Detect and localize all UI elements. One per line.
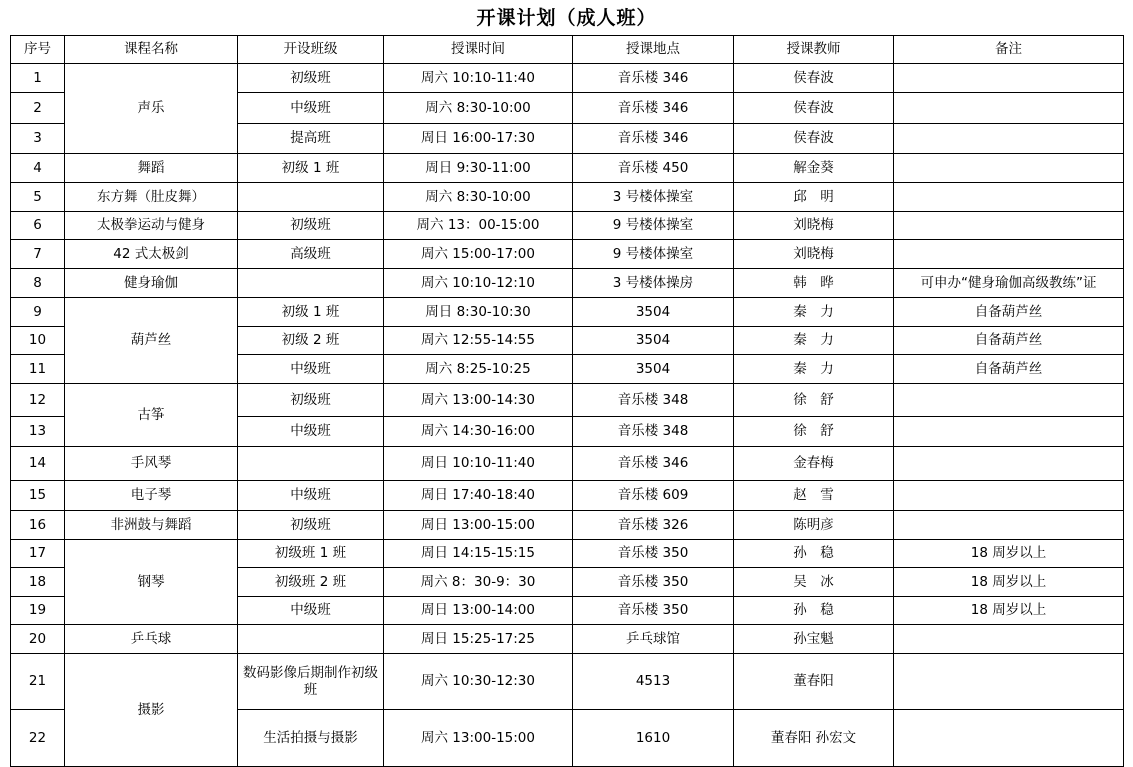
row-no: 22 bbox=[11, 710, 65, 767]
teacher: 孙 稳 bbox=[734, 540, 894, 568]
class-place: 音乐楼 350 bbox=[573, 540, 734, 568]
note bbox=[894, 64, 1124, 93]
table-row bbox=[11, 384, 1124, 417]
col-header-note: 备注 bbox=[894, 36, 1124, 64]
note bbox=[894, 154, 1124, 183]
course-name: 电子琴 bbox=[65, 481, 238, 511]
note bbox=[894, 417, 1124, 447]
header-row bbox=[11, 36, 1124, 64]
row-no: 6 bbox=[11, 212, 65, 240]
col-header-place: 授课地点 bbox=[573, 36, 734, 64]
class-time: 周日 9:30-11:00 bbox=[384, 154, 573, 183]
teacher: 陈明彦 bbox=[734, 511, 894, 540]
class-time: 周六 8:30-10:00 bbox=[384, 183, 573, 212]
table-row bbox=[11, 64, 1124, 93]
class-time: 周日 10:10-11:40 bbox=[384, 447, 573, 481]
class-level: 中级班 bbox=[238, 417, 384, 447]
table-row bbox=[11, 212, 1124, 240]
note: 18 周岁以上 bbox=[894, 597, 1124, 625]
class-place: 9 号楼体操室 bbox=[573, 240, 734, 269]
teacher: 刘晓梅 bbox=[734, 240, 894, 269]
class-place: 3 号楼体操房 bbox=[573, 269, 734, 298]
class-time: 周日 8:30-10:30 bbox=[384, 298, 573, 327]
class-time: 周六 13:00-15:00 bbox=[384, 710, 573, 767]
teacher: 孙 稳 bbox=[734, 597, 894, 625]
class-place: 音乐楼 346 bbox=[573, 447, 734, 481]
note bbox=[894, 481, 1124, 511]
note bbox=[894, 384, 1124, 417]
class-place: 音乐楼 609 bbox=[573, 481, 734, 511]
class-time: 周六 8:30-10:00 bbox=[384, 93, 573, 124]
table-row bbox=[11, 183, 1124, 212]
col-header-no: 序号 bbox=[11, 36, 65, 64]
table-row bbox=[11, 240, 1124, 269]
table-row bbox=[11, 154, 1124, 183]
teacher: 侯春波 bbox=[734, 124, 894, 154]
course-name: 乒乓球 bbox=[65, 625, 238, 654]
teacher: 董春阳 bbox=[734, 654, 894, 710]
note: 自备葫芦丝 bbox=[894, 355, 1124, 384]
course-name: 太极拳运动与健身 bbox=[65, 212, 238, 240]
teacher: 刘晓梅 bbox=[734, 212, 894, 240]
col-header-time: 授课时间 bbox=[384, 36, 573, 64]
note bbox=[894, 240, 1124, 269]
class-place: 音乐楼 346 bbox=[573, 124, 734, 154]
class-place: 1610 bbox=[573, 710, 734, 767]
row-no: 5 bbox=[11, 183, 65, 212]
class-level: 生活拍摄与摄影 bbox=[238, 710, 384, 767]
row-no: 21 bbox=[11, 654, 65, 710]
class-time: 周日 15:25-17:25 bbox=[384, 625, 573, 654]
teacher: 金春梅 bbox=[734, 447, 894, 481]
teacher: 赵 雪 bbox=[734, 481, 894, 511]
teacher: 秦 力 bbox=[734, 298, 894, 327]
class-level: 初级 2 班 bbox=[238, 327, 384, 355]
row-no: 20 bbox=[11, 625, 65, 654]
teacher: 邱 明 bbox=[734, 183, 894, 212]
teacher: 秦 力 bbox=[734, 327, 894, 355]
class-time: 周日 13:00-14:00 bbox=[384, 597, 573, 625]
row-no: 14 bbox=[11, 447, 65, 481]
class-time: 周日 14:15-15:15 bbox=[384, 540, 573, 568]
class-level: 中级班 bbox=[238, 93, 384, 124]
class-level: 初级班 1 班 bbox=[238, 540, 384, 568]
row-no: 18 bbox=[11, 568, 65, 597]
course-name: 声乐 bbox=[65, 64, 238, 154]
class-level: 初级班 bbox=[238, 64, 384, 93]
class-time: 周六 13：00-15:00 bbox=[384, 212, 573, 240]
class-level: 中级班 bbox=[238, 481, 384, 511]
class-time: 周六 15:00-17:00 bbox=[384, 240, 573, 269]
note bbox=[894, 654, 1124, 710]
col-header-level: 开设班级 bbox=[238, 36, 384, 64]
class-time: 周日 13:00-15:00 bbox=[384, 511, 573, 540]
teacher: 徐 舒 bbox=[734, 384, 894, 417]
class-place: 乒乓球馆 bbox=[573, 625, 734, 654]
note: 自备葫芦丝 bbox=[894, 298, 1124, 327]
table-row bbox=[11, 625, 1124, 654]
col-header-teacher: 授课教师 bbox=[734, 36, 894, 64]
row-no: 3 bbox=[11, 124, 65, 154]
table-row bbox=[11, 654, 1124, 710]
table-row bbox=[11, 481, 1124, 511]
note: 可申办“健身瑜伽高级教练”证 bbox=[894, 269, 1124, 298]
class-place: 音乐楼 350 bbox=[573, 597, 734, 625]
class-place: 音乐楼 326 bbox=[573, 511, 734, 540]
class-level bbox=[238, 183, 384, 212]
note bbox=[894, 212, 1124, 240]
course-name: 健身瑜伽 bbox=[65, 269, 238, 298]
class-place: 音乐楼 346 bbox=[573, 64, 734, 93]
row-no: 16 bbox=[11, 511, 65, 540]
teacher: 吴 冰 bbox=[734, 568, 894, 597]
class-level: 初级班 bbox=[238, 384, 384, 417]
class-level: 中级班 bbox=[238, 597, 384, 625]
class-time: 周六 10:10-11:40 bbox=[384, 64, 573, 93]
teacher: 侯春波 bbox=[734, 64, 894, 93]
course-name: 钢琴 bbox=[65, 540, 238, 625]
class-place: 音乐楼 350 bbox=[573, 568, 734, 597]
class-level: 中级班 bbox=[238, 355, 384, 384]
row-no: 15 bbox=[11, 481, 65, 511]
table-row bbox=[11, 447, 1124, 481]
row-no: 10 bbox=[11, 327, 65, 355]
teacher: 孙宝魁 bbox=[734, 625, 894, 654]
class-time: 周六 12:55-14:55 bbox=[384, 327, 573, 355]
class-time: 周六 13:00-14:30 bbox=[384, 384, 573, 417]
class-time: 周日 16:00-17:30 bbox=[384, 124, 573, 154]
class-place: 9 号楼体操室 bbox=[573, 212, 734, 240]
course-name: 舞蹈 bbox=[65, 154, 238, 183]
class-level: 初级班 2 班 bbox=[238, 568, 384, 597]
class-place: 4513 bbox=[573, 654, 734, 710]
note bbox=[894, 93, 1124, 124]
class-time: 周六 8：30-9：30 bbox=[384, 568, 573, 597]
class-time: 周日 17:40-18:40 bbox=[384, 481, 573, 511]
row-no: 1 bbox=[11, 64, 65, 93]
teacher: 董春阳 孙宏文 bbox=[734, 710, 894, 767]
row-no: 4 bbox=[11, 154, 65, 183]
table-row bbox=[11, 269, 1124, 298]
class-time: 周六 10:30-12:30 bbox=[384, 654, 573, 710]
note bbox=[894, 183, 1124, 212]
course-name: 手风琴 bbox=[65, 447, 238, 481]
note bbox=[894, 124, 1124, 154]
class-level: 初级班 bbox=[238, 212, 384, 240]
course-name: 非洲鼓与舞蹈 bbox=[65, 511, 238, 540]
note bbox=[894, 447, 1124, 481]
class-level: 提高班 bbox=[238, 124, 384, 154]
teacher: 徐 舒 bbox=[734, 417, 894, 447]
note: 18 周岁以上 bbox=[894, 540, 1124, 568]
class-place: 3504 bbox=[573, 327, 734, 355]
note: 自备葫芦丝 bbox=[894, 327, 1124, 355]
teacher: 解金葵 bbox=[734, 154, 894, 183]
class-time: 周六 10:10-12:10 bbox=[384, 269, 573, 298]
note bbox=[894, 511, 1124, 540]
class-level: 初级 1 班 bbox=[238, 154, 384, 183]
note bbox=[894, 710, 1124, 767]
class-level: 初级 1 班 bbox=[238, 298, 384, 327]
class-place: 3 号楼体操室 bbox=[573, 183, 734, 212]
class-level: 初级班 bbox=[238, 511, 384, 540]
table-row bbox=[11, 540, 1124, 568]
class-level bbox=[238, 269, 384, 298]
row-no: 2 bbox=[11, 93, 65, 124]
class-level: 高级班 bbox=[238, 240, 384, 269]
class-place: 音乐楼 346 bbox=[573, 93, 734, 124]
note: 18 周岁以上 bbox=[894, 568, 1124, 597]
class-time: 周六 14:30-16:00 bbox=[384, 417, 573, 447]
class-time: 周六 8:25-10:25 bbox=[384, 355, 573, 384]
row-no: 17 bbox=[11, 540, 65, 568]
class-level bbox=[238, 447, 384, 481]
course-name: 古筝 bbox=[65, 384, 238, 447]
class-place: 音乐楼 450 bbox=[573, 154, 734, 183]
course-name: 东方舞（肚皮舞） bbox=[65, 183, 238, 212]
row-no: 8 bbox=[11, 269, 65, 298]
class-place: 音乐楼 348 bbox=[573, 384, 734, 417]
course-schedule-table bbox=[10, 35, 1124, 767]
course-name: 摄影 bbox=[65, 654, 238, 767]
class-level bbox=[238, 625, 384, 654]
page-title: 开课计划（成人班） bbox=[476, 7, 657, 29]
teacher: 韩 晔 bbox=[734, 269, 894, 298]
col-header-course: 课程名称 bbox=[65, 36, 238, 64]
row-no: 11 bbox=[11, 355, 65, 384]
teacher: 秦 力 bbox=[734, 355, 894, 384]
class-place: 3504 bbox=[573, 298, 734, 327]
row-no: 12 bbox=[11, 384, 65, 417]
row-no: 7 bbox=[11, 240, 65, 269]
course-name: 42 式太极剑 bbox=[65, 240, 238, 269]
course-name: 葫芦丝 bbox=[65, 298, 238, 384]
row-no: 13 bbox=[11, 417, 65, 447]
class-place: 3504 bbox=[573, 355, 734, 384]
class-place: 音乐楼 348 bbox=[573, 417, 734, 447]
note bbox=[894, 625, 1124, 654]
teacher: 侯春波 bbox=[734, 93, 894, 124]
table-row bbox=[11, 298, 1124, 327]
class-level: 数码影像后期制作初级班 bbox=[238, 654, 384, 710]
row-no: 9 bbox=[11, 298, 65, 327]
table-row bbox=[11, 511, 1124, 540]
row-no: 19 bbox=[11, 597, 65, 625]
